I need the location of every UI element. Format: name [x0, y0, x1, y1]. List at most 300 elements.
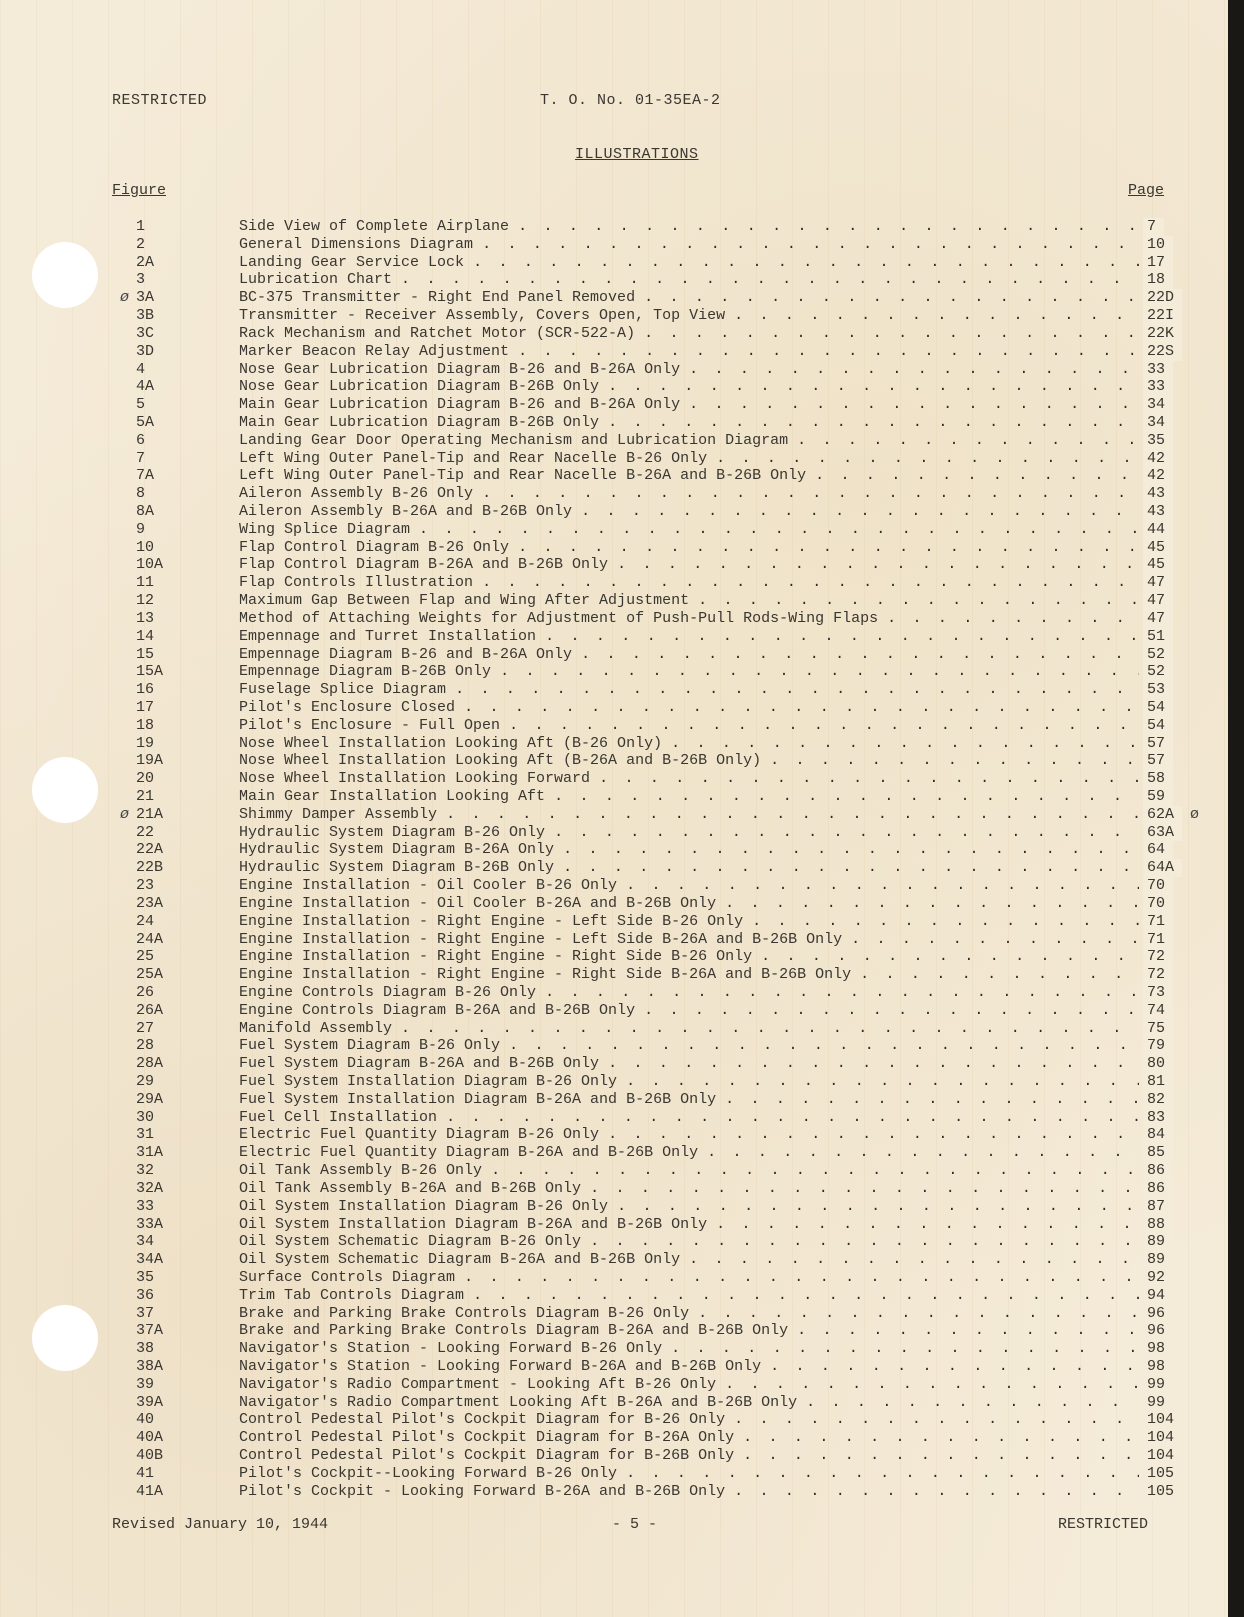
- page-number: 72: [1143, 966, 1173, 984]
- page-number: 72: [1143, 948, 1173, 966]
- list-item: [0, 521, 1228, 539]
- figure-title-leader: [239, 503, 1139, 521]
- figure-title: Side View of Complete Airplane: [239, 218, 510, 235]
- page-number: 47: [1143, 592, 1173, 610]
- figure-title: Landing Gear Door Operating Mechanism and Lubrication Diagram: [239, 431, 789, 449]
- figure-number: 9: [136, 520, 146, 538]
- page-number: 87: [1143, 1198, 1173, 1216]
- list-item: [0, 735, 1228, 753]
- list-item: [0, 254, 1228, 272]
- figure-title: Aileron Assembly B-26A and B-26B Only: [239, 503, 573, 520]
- list-item: [0, 1073, 1228, 1091]
- figure-title-leader: [239, 1269, 1139, 1287]
- figure-title-leader: [239, 361, 1139, 379]
- figure-title: Flap Controls Illustration: [239, 574, 474, 592]
- figure-title-leader: [239, 1144, 1139, 1162]
- figure-title: Aileron Assembly B-26 Only: [239, 485, 474, 503]
- figure-title: Marker Beacon Relay Adjustment: [239, 342, 510, 360]
- page-number: 86: [1143, 1162, 1173, 1180]
- figure-title: Electric Fuel Quantity Diagram B-26 Only: [239, 1126, 600, 1144]
- list-item: [0, 1180, 1228, 1198]
- figure-title-leader: [239, 396, 1139, 414]
- figure-title: Engine Controls Diagram B-26A and B-26B Only: [239, 1001, 636, 1019]
- figure-number: 22A: [136, 841, 164, 859]
- figure-number: 21A: [136, 805, 164, 823]
- list-item: [0, 913, 1228, 931]
- figure-title: Fuselage Splice Diagram: [239, 681, 447, 699]
- list-item: [0, 931, 1228, 949]
- list-item: [0, 1429, 1228, 1447]
- list-item: [0, 1483, 1228, 1501]
- list-item: [0, 841, 1228, 859]
- figure-title: Oil System Installation Diagram B-26A and B-26B Only: [239, 1215, 708, 1233]
- figure-number: 15: [136, 645, 155, 663]
- list-item: [0, 1162, 1228, 1180]
- list-item: [0, 1251, 1228, 1269]
- page-number: 33: [1143, 361, 1173, 379]
- figure-number: 39A: [136, 1393, 164, 1411]
- figure-title: Pilot's Enclosure Closed: [239, 698, 456, 716]
- figure-number: 38A: [136, 1358, 164, 1375]
- figure-title: Oil System Schematic Diagram B-26 Only: [239, 1233, 582, 1251]
- figure-title-leader: [239, 646, 1139, 664]
- page-number: 57: [1143, 735, 1173, 753]
- figure-title: Engine Installation - Right Engine - Left Side B-26A and B-26B Only: [239, 930, 843, 948]
- figure-number: 21: [136, 788, 155, 805]
- figure-number: 22: [136, 823, 155, 841]
- figure-number: 38: [136, 1340, 155, 1358]
- page-number: 43: [1143, 503, 1173, 521]
- figure-title: Navigator's Radio Compartment Looking Aft B-26A and B-26B Only: [239, 1393, 798, 1411]
- figure-title-leader: [239, 289, 1139, 307]
- page-number: 42: [1143, 450, 1173, 468]
- figure-title: Wing Splice Diagram: [239, 520, 411, 538]
- figure-title: Fuel System Diagram B-26 Only: [239, 1037, 501, 1055]
- figure-number: 30: [136, 1108, 155, 1126]
- illustrations-list: [0, 218, 1228, 1501]
- figure-title-leader: [239, 628, 1139, 646]
- figure-title: Left Wing Outer Panel-Tip and Rear Nacelle B-26A and B-26B Only: [239, 467, 807, 485]
- list-item: [0, 325, 1228, 343]
- figure-title: BC-375 Transmitter - Right End Panel Removed: [239, 289, 636, 307]
- list-item: [0, 432, 1228, 450]
- figure-title-leader: [239, 218, 1139, 236]
- page-number: 71: [1143, 931, 1173, 949]
- list-item: [0, 1055, 1228, 1073]
- figure-number: 25A: [136, 966, 164, 984]
- figure-title-leader: [239, 610, 1139, 628]
- figure-title-leader: [239, 735, 1139, 753]
- page-number: 7: [1143, 218, 1164, 236]
- page-number: 47: [1143, 610, 1173, 628]
- figure-title: Pilot's Cockpit - Looking Forward B-26A and B-26B Only: [239, 1482, 726, 1500]
- figure-number: 4A: [136, 378, 155, 396]
- list-item: [0, 752, 1228, 770]
- figure-title: Method of Attaching Weights for Adjustment of Push-Pull Rods-Wing Flaps: [239, 609, 879, 627]
- figure-number: 23: [136, 877, 155, 895]
- figure-number: 34A: [136, 1251, 164, 1269]
- page-number: 104: [1143, 1447, 1182, 1465]
- page-number: 22D: [1143, 289, 1182, 307]
- figure-title-leader: [239, 271, 1139, 289]
- list-item: [0, 1394, 1228, 1412]
- figure-title: Nose Wheel Installation Looking Aft (B-26A and B-26B Only): [239, 752, 762, 770]
- list-item: [0, 1305, 1228, 1323]
- page-number: 88: [1143, 1216, 1173, 1234]
- list-item: [0, 485, 1228, 503]
- figure-title: Surface Controls Diagram: [239, 1268, 456, 1286]
- figure-number: 11: [136, 574, 155, 592]
- figure-number: 27: [136, 1019, 155, 1037]
- page-number: 75: [1143, 1020, 1173, 1038]
- figure-title: Maximum Gap Between Flap and Wing After Adjustment: [239, 592, 690, 610]
- figure-title: Transmitter - Receiver Assembly, Covers Open, Top View: [239, 307, 726, 325]
- list-item: [0, 503, 1228, 521]
- figure-title: Manifold Assembly: [239, 1019, 393, 1037]
- figure-title: Pilot's Enclosure - Full Open: [239, 716, 501, 734]
- page-number: 81: [1143, 1073, 1173, 1091]
- figure-title: Navigator's Station - Looking Forward B-26A and B-26B Only: [239, 1358, 762, 1375]
- figure-title-leader: [239, 984, 1139, 1002]
- figure-title-leader: [239, 1483, 1139, 1501]
- list-item: [0, 646, 1228, 664]
- figure-number: 20: [136, 770, 155, 788]
- figure-title: Empennage Diagram B-26B Only: [239, 663, 492, 681]
- figure-number: 10A: [136, 556, 164, 574]
- figure-number: 29A: [136, 1090, 164, 1108]
- list-item: [0, 378, 1228, 396]
- page-number: 54: [1143, 717, 1173, 735]
- figure-number: 13: [136, 609, 155, 627]
- page-number: 105: [1143, 1483, 1182, 1501]
- list-item: [0, 343, 1228, 361]
- figure-title-leader: [239, 1322, 1139, 1340]
- figure-title-leader: [239, 539, 1139, 557]
- footer-page-number: - 5 -: [612, 1516, 658, 1533]
- figure-title-leader: [239, 663, 1139, 681]
- figure-number: 24A: [136, 930, 164, 948]
- list-item: [0, 467, 1228, 485]
- list-item: [0, 877, 1228, 895]
- page-number: 54: [1143, 699, 1173, 717]
- figure-title: Hydraulic System Diagram B-26B Only: [239, 859, 555, 877]
- figure-number: 3A: [136, 289, 155, 307]
- figure-number: 33: [136, 1197, 155, 1215]
- list-item: [0, 396, 1228, 414]
- figure-title-leader: [239, 254, 1139, 272]
- page-number: 63A: [1143, 824, 1182, 842]
- figure-number: 22B: [136, 859, 164, 877]
- list-item: [0, 361, 1228, 379]
- figure-title: Engine Installation - Right Engine - Left Side B-26 Only: [239, 912, 744, 930]
- figure-title: Main Gear Lubrication Diagram B-26 and B-26A Only: [239, 396, 681, 414]
- figure-title-leader: [239, 521, 1139, 539]
- figure-title-leader: [239, 343, 1139, 361]
- figure-number: 34: [136, 1233, 155, 1251]
- page-number: 105: [1143, 1465, 1182, 1483]
- figure-number: 5A: [136, 413, 155, 431]
- list-item: [0, 1322, 1228, 1340]
- figure-title-leader: [239, 948, 1139, 966]
- figure-title: Rack Mechanism and Ratchet Motor (SCR-522-A): [239, 324, 636, 342]
- page-number: 58: [1143, 770, 1173, 788]
- figure-number: 31A: [136, 1144, 164, 1162]
- figure-title-leader: [239, 485, 1139, 503]
- figure-title: Electric Fuel Quantity Diagram B-26A and B-26B Only: [239, 1144, 699, 1162]
- figure-title-leader: [239, 556, 1139, 574]
- figure-number: 41: [136, 1464, 155, 1482]
- figure-number: 41A: [136, 1482, 164, 1500]
- page-number: 89: [1143, 1233, 1173, 1251]
- page-number: 89: [1143, 1251, 1173, 1269]
- list-item: [0, 1411, 1228, 1429]
- figure-number: 19: [136, 734, 155, 752]
- list-item: [0, 592, 1228, 610]
- page-number: 62A: [1143, 806, 1182, 824]
- figure-title-leader: [239, 236, 1139, 254]
- page-number: 59: [1143, 788, 1173, 806]
- list-item: [0, 539, 1228, 557]
- figure-number: 28A: [136, 1055, 164, 1073]
- figure-title-leader: [239, 574, 1139, 592]
- page-number: 104: [1143, 1411, 1182, 1429]
- figure-title: Trim Tab Controls Diagram: [239, 1286, 465, 1304]
- figure-title-leader: [239, 1198, 1139, 1216]
- list-item: [0, 628, 1228, 646]
- list-item: [0, 1340, 1228, 1358]
- list-item: [0, 1465, 1228, 1483]
- figure-number: 16: [136, 681, 155, 699]
- header-classification: RESTRICTED: [112, 92, 208, 109]
- figure-title: Fuel System Installation Diagram B-26A and B-26B Only: [239, 1090, 717, 1108]
- figure-title-leader: [239, 895, 1139, 913]
- list-item: [0, 289, 1228, 307]
- list-item: [0, 1198, 1228, 1216]
- figure-title-leader: [239, 450, 1139, 468]
- page-number: 104: [1143, 1429, 1182, 1447]
- list-item: [0, 218, 1228, 236]
- footer-revision-date: Revised January 10, 1944: [112, 1516, 329, 1533]
- figure-title: Fuel Cell Installation: [239, 1108, 438, 1126]
- figure-number: 23A: [136, 894, 164, 912]
- page-title: ILLUSTRATIONS: [575, 146, 699, 163]
- figure-number: 3B: [136, 307, 155, 325]
- figure-title: Engine Installation - Oil Cooler B-26A and B-26B Only: [239, 894, 717, 912]
- revision-mark-icon: ø: [120, 805, 130, 823]
- figure-title-leader: [239, 1162, 1139, 1180]
- figure-title-leader: [239, 1109, 1139, 1127]
- figure-title-leader: [239, 877, 1139, 895]
- document-number: T. O. No. 01-35EA-2: [540, 92, 721, 109]
- figure-number: 26: [136, 983, 155, 1001]
- page-number: 52: [1143, 663, 1173, 681]
- page-number: 51: [1143, 628, 1173, 646]
- column-header-page: Page: [1128, 182, 1165, 199]
- page-number: 98: [1143, 1358, 1173, 1376]
- figure-number: 40A: [136, 1429, 164, 1447]
- figure-title: Brake and Parking Brake Controls Diagram B-26A and B-26B Only: [239, 1322, 789, 1340]
- page-number: 33: [1143, 378, 1173, 396]
- figure-title: Hydraulic System Diagram B-26A Only: [239, 841, 555, 859]
- list-item: [0, 984, 1228, 1002]
- figure-title: Oil System Installation Diagram B-26 Only: [239, 1197, 609, 1215]
- figure-number: 14: [136, 627, 155, 645]
- figure-title: Lubrication Chart: [239, 271, 393, 289]
- figure-title: Control Pedestal Pilot's Cockpit Diagram for B-26A Only: [239, 1429, 735, 1447]
- figure-number: 6: [136, 431, 146, 449]
- page-number: 64A: [1143, 859, 1182, 877]
- figure-title-leader: [239, 1180, 1139, 1198]
- list-item: [0, 610, 1228, 628]
- figure-title: Empennage and Turret Installation: [239, 627, 537, 645]
- figure-title-leader: [239, 913, 1139, 931]
- list-item: [0, 1020, 1228, 1038]
- figure-title: Pilot's Cockpit--Looking Forward B-26 Only: [239, 1464, 618, 1482]
- figure-number: 4: [136, 360, 146, 378]
- list-item: [0, 1109, 1228, 1127]
- figure-number: 3C: [136, 324, 155, 342]
- figure-title: Oil Tank Assembly B-26 Only: [239, 1162, 483, 1180]
- figure-title-leader: [239, 1091, 1139, 1109]
- figure-title-leader: [239, 717, 1139, 735]
- figure-title: Control Pedestal Pilot's Cockpit Diagram for B-26B Only: [239, 1447, 735, 1465]
- figure-title-leader: [239, 1305, 1139, 1323]
- page-number: 94: [1143, 1287, 1173, 1305]
- list-item: [0, 1216, 1228, 1234]
- list-item: [0, 1376, 1228, 1394]
- page-number: 71: [1143, 913, 1173, 931]
- figure-title-leader: [239, 1376, 1139, 1394]
- page-number: 44: [1143, 521, 1173, 539]
- figure-title-leader: [239, 1394, 1139, 1412]
- list-item: [0, 717, 1228, 735]
- figure-number: 32: [136, 1162, 155, 1180]
- column-header-figure: Figure: [112, 182, 167, 199]
- figure-title: Nose Gear Lubrication Diagram B-26 and B-26A Only: [239, 360, 681, 378]
- figure-title-leader: [239, 824, 1139, 842]
- list-item: [0, 788, 1228, 806]
- figure-title: Landing Gear Service Lock: [239, 253, 465, 271]
- figure-title: Shimmy Damper Assembly: [239, 805, 438, 823]
- list-item: [0, 663, 1228, 681]
- page-number: 70: [1143, 895, 1173, 913]
- figure-title-leader: [239, 307, 1139, 325]
- figure-number: 24: [136, 912, 155, 930]
- figure-title-leader: [239, 931, 1139, 949]
- page-number: 45: [1143, 539, 1173, 557]
- page-number: 70: [1143, 877, 1173, 895]
- figure-title: Flap Control Diagram B-26 Only: [239, 538, 510, 556]
- figure-number: 12: [136, 592, 155, 610]
- figure-title: Main Gear Installation Looking Aft: [239, 788, 546, 805]
- figure-title-leader: [239, 1037, 1139, 1055]
- figure-number: 8: [136, 485, 146, 503]
- page-number: 57: [1143, 752, 1173, 770]
- figure-title: Brake and Parking Brake Controls Diagram B-26 Only: [239, 1304, 690, 1322]
- page-number: 86: [1143, 1180, 1173, 1198]
- list-item: [0, 966, 1228, 984]
- figure-number: 3: [136, 271, 146, 289]
- list-item: [0, 1126, 1228, 1144]
- list-item: [0, 1447, 1228, 1465]
- page-number: 10: [1143, 236, 1173, 254]
- list-item: [0, 236, 1228, 254]
- page-number: 85: [1143, 1144, 1173, 1162]
- figure-number: 28: [136, 1037, 155, 1055]
- figure-title: Left Wing Outer Panel-Tip and Rear Nacelle B-26 Only: [239, 449, 708, 467]
- page-number: 47: [1143, 574, 1173, 592]
- figure-title: Flap Control Diagram B-26A and B-26B Only: [239, 556, 609, 574]
- figure-title-leader: [239, 1447, 1139, 1465]
- footer-classification: RESTRICTED: [1058, 1516, 1149, 1533]
- page-number: 34: [1143, 396, 1173, 414]
- figure-title-leader: [239, 1287, 1139, 1305]
- figure-title-leader: [239, 1055, 1139, 1073]
- figure-number: 40: [136, 1411, 155, 1429]
- figure-title-leader: [239, 806, 1139, 824]
- list-item: [0, 824, 1228, 842]
- list-item: [0, 948, 1228, 966]
- figure-title-leader: [239, 1020, 1139, 1038]
- page-number: 42: [1143, 467, 1173, 485]
- page-number: 84: [1143, 1126, 1173, 1144]
- revision-mark-icon: ø: [1190, 805, 1200, 823]
- figure-number: 39: [136, 1375, 155, 1393]
- figure-number: 17: [136, 698, 155, 716]
- list-item: [0, 770, 1228, 788]
- figure-title-leader: [239, 770, 1139, 788]
- figure-title-leader: [239, 1358, 1139, 1376]
- figure-number: 7A: [136, 467, 155, 485]
- figure-number: 31: [136, 1126, 155, 1144]
- figure-title-leader: [239, 1002, 1139, 1020]
- figure-number: 7: [136, 449, 146, 467]
- figure-number: 33A: [136, 1215, 164, 1233]
- page-number: 96: [1143, 1305, 1173, 1323]
- list-item: [0, 806, 1228, 824]
- figure-title-leader: [239, 1429, 1139, 1447]
- figure-title-leader: [239, 467, 1139, 485]
- page-number: 80: [1143, 1055, 1173, 1073]
- page-number: 99: [1143, 1376, 1173, 1394]
- figure-number: 15A: [136, 663, 164, 681]
- figure-number: 25: [136, 948, 155, 966]
- figure-number: 5: [136, 396, 146, 414]
- figure-title: Empennage Diagram B-26 and B-26A Only: [239, 645, 573, 663]
- page-number: 35: [1143, 432, 1173, 450]
- figure-title: Nose Gear Lubrication Diagram B-26B Only: [239, 378, 600, 396]
- page-number: 22K: [1143, 325, 1182, 343]
- figure-number: 8A: [136, 503, 155, 520]
- figure-title: Main Gear Lubrication Diagram B-26B Only: [239, 413, 600, 431]
- list-item: [0, 895, 1228, 913]
- page-number: 74: [1143, 1002, 1173, 1020]
- page-number: 17: [1143, 254, 1173, 272]
- page-number: 99: [1143, 1394, 1173, 1412]
- list-item: [0, 1358, 1228, 1376]
- figure-number: 18: [136, 716, 155, 734]
- list-item: [0, 556, 1228, 574]
- list-item: [0, 271, 1228, 289]
- figure-number: 36: [136, 1286, 155, 1304]
- figure-title: Hydraulic System Diagram B-26 Only: [239, 823, 546, 841]
- page-number: 34: [1143, 414, 1173, 432]
- list-item: [0, 1002, 1228, 1020]
- page-number: 96: [1143, 1322, 1173, 1340]
- figure-number: 29: [136, 1073, 155, 1090]
- figure-title: Navigator's Radio Compartment - Looking Aft B-26 Only: [239, 1375, 717, 1393]
- figure-title-leader: [239, 681, 1139, 699]
